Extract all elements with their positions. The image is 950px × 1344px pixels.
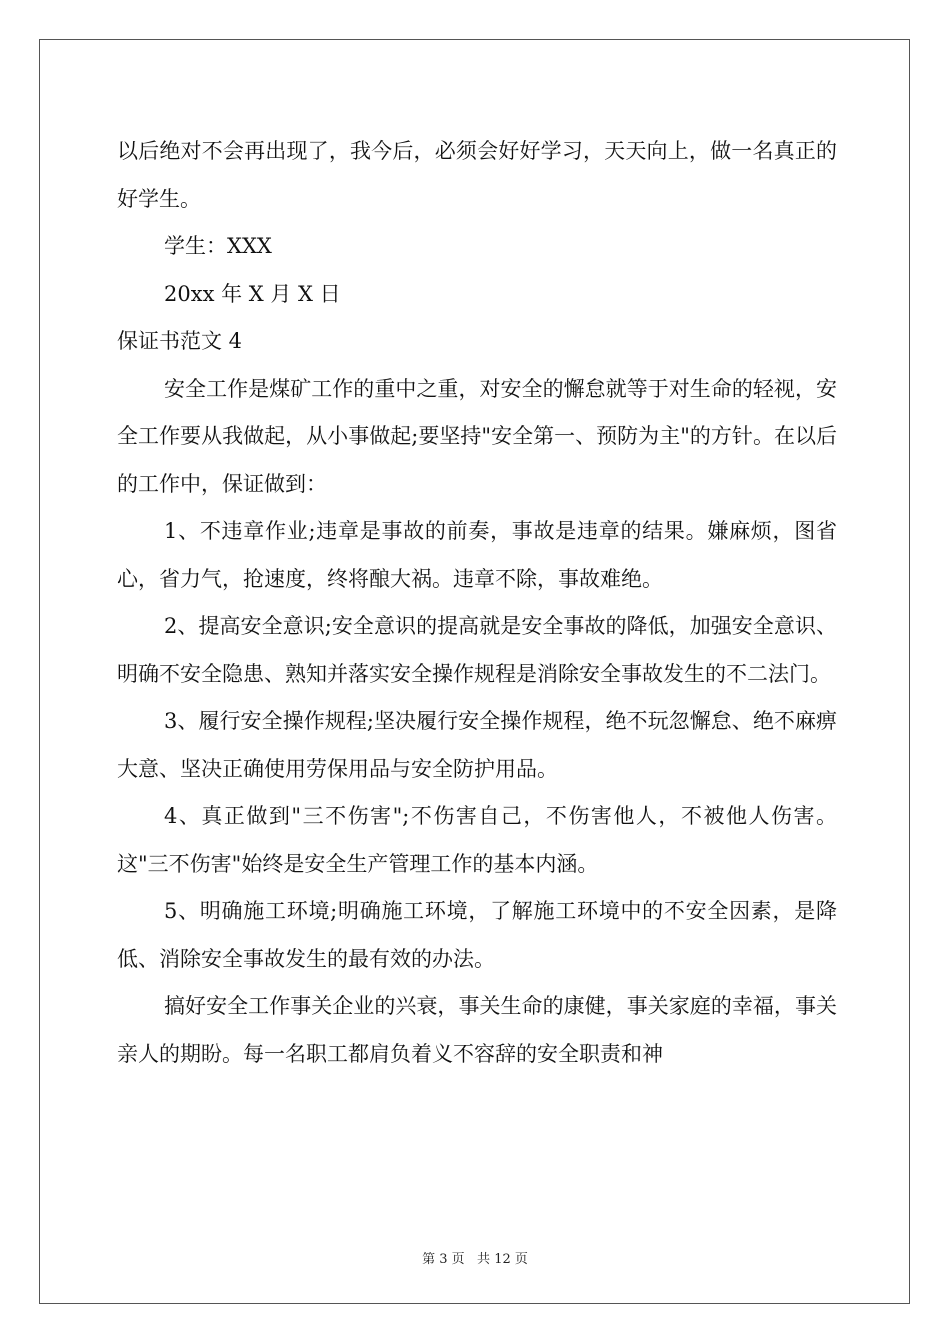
paragraph-item-5: 5、明确施工环境;明确施工环境，了解施工环境中的不安全因素，是降低、消除安全事故发生的最有效的办法。: [117, 899, 837, 971]
paragraph-continuation: 以后绝对不会再出现了，我今后，必须会好好学习，天天向上，做一名真正的好学生。: [117, 139, 837, 211]
document-body: [117, 128, 837, 1078]
page-footer: 第 3 页 共 12 页: [422, 1252, 528, 1267]
paragraph-item-2: 2、提高安全意识;安全意识的提高就是安全事故的降低，加强安全意识、明确不安全隐患、熟知并落实安全操作规程是消除安全事故发生的不二法门。: [117, 614, 837, 686]
paragraph-item-1: 1、不违章作业;违章是事故的前奏，事故是违章的结果。嫌麻烦，图省心，省力气，抢速度，终将酿大祸。违章不除，事故难绝。: [117, 519, 837, 591]
section-heading: 保证书范文 4: [117, 329, 243, 353]
paragraph-intro: 安全工作是煤矿工作的重中之重，对安全的懈怠就等于对生命的轻视，安全工作要从我做起，从小事做起;要坚持"安全第一、预防为主"的方针。在以后的工作中，保证做到：: [117, 376, 837, 496]
paragraph-closing: 搞好安全工作事关企业的兴衰，事关生命的康健，事关家庭的幸福，事关亲人的期盼。每一名职工都肩负着义不容辞的安全职责和神: [117, 994, 837, 1066]
signature-student: 学生：XXX: [164, 234, 272, 258]
paragraph-item-4: 4、真正做到"三不伤害";不伤害自己，不伤害他人，不被他人伤害。这"三不伤害"始终是安全生产管理工作的基本内涵。: [117, 804, 837, 876]
signature-date: 20xx 年 X 月 X 日: [164, 281, 341, 306]
paragraph-item-3: 3、履行安全操作规程;坚决履行安全操作规程，绝不玩忽懈怠、绝不麻痹大意、坚决正确使用劳保用品与安全防护用品。: [117, 709, 837, 781]
